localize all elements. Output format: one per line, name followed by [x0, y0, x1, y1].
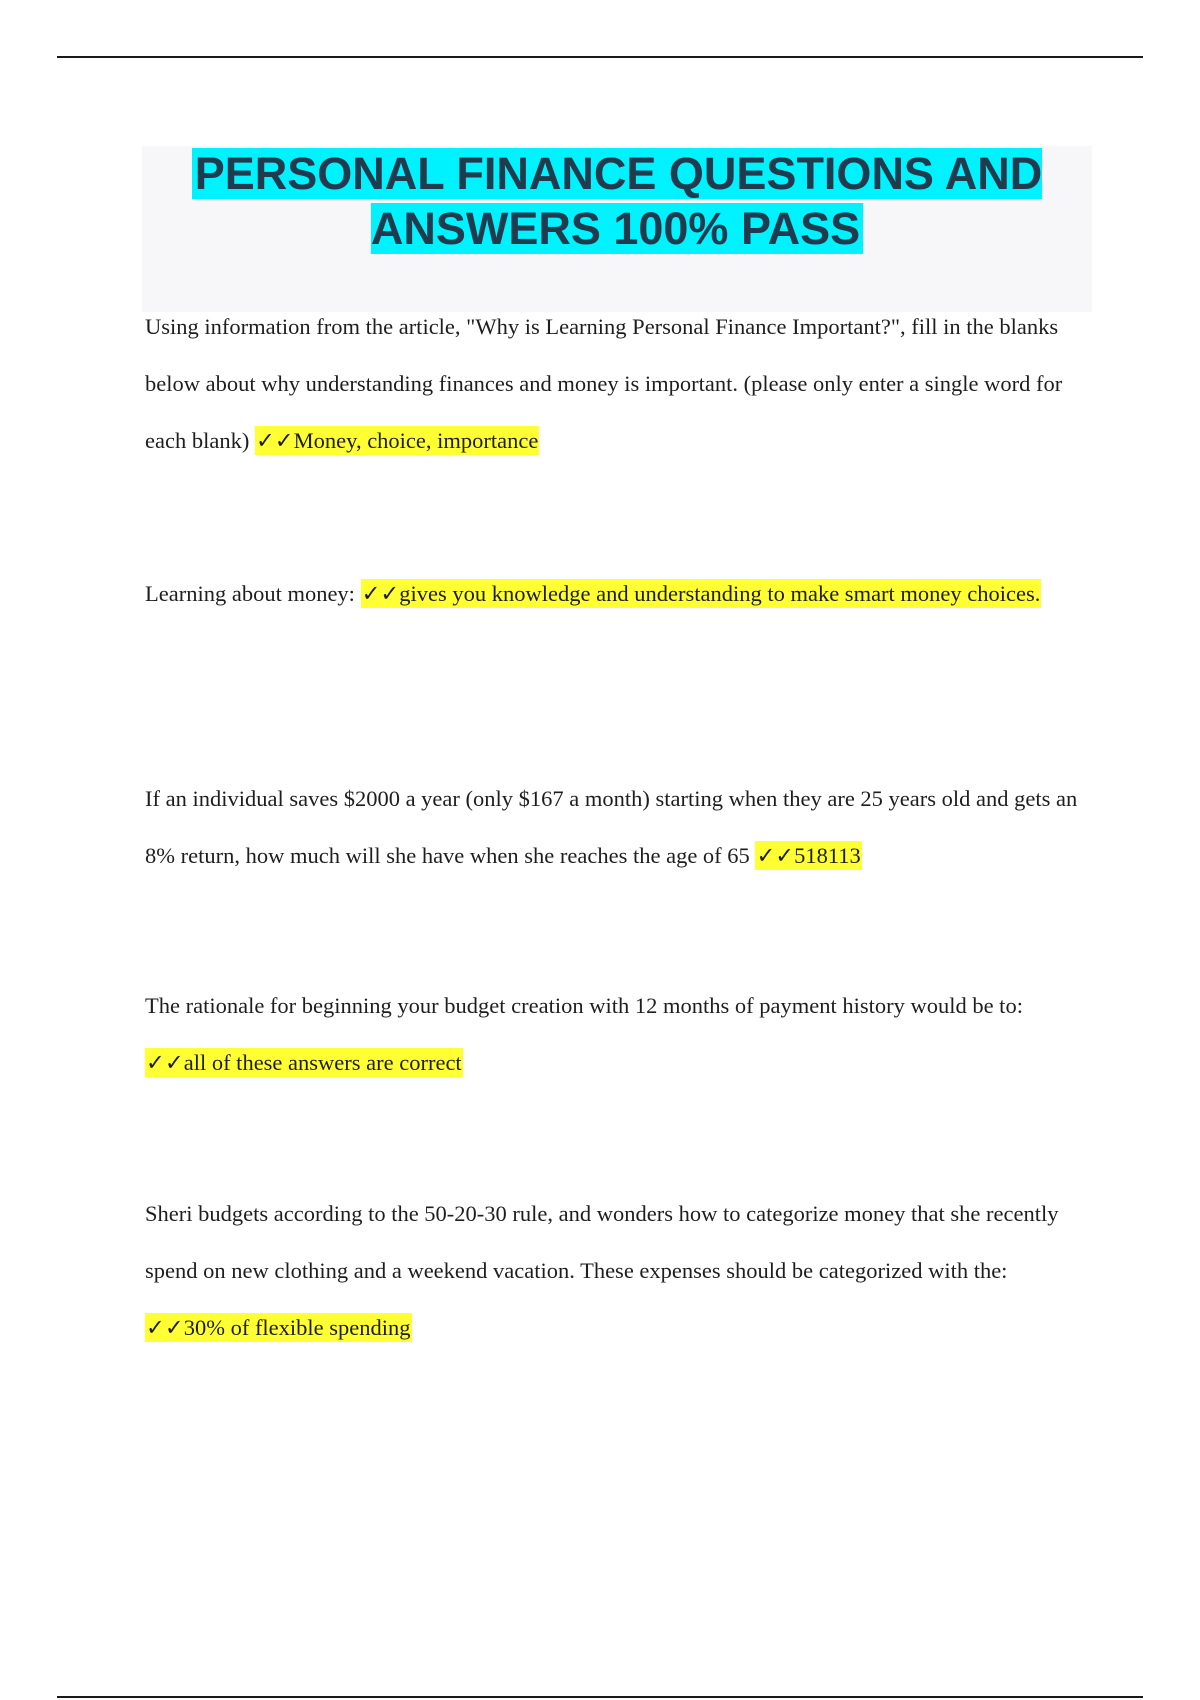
- qa-item-4: [145, 977, 1085, 1091]
- qa-item-5: [145, 1185, 1085, 1356]
- bottom-rule: [57, 1696, 1143, 1698]
- answer-highlight: ✓✓518113: [756, 843, 861, 868]
- question-text: The rationale for beginning your budget creation with 12 months of payment history would be to:: [145, 993, 1023, 1018]
- answer-highlight: ✓✓30% of flexible spending: [146, 1315, 411, 1340]
- document-title: PERSONAL FINANCE QUESTIONS AND ANSWERS 100% PASS: [142, 146, 1092, 256]
- title-block: [142, 146, 1092, 312]
- qa-item-3: [145, 770, 1085, 884]
- answer-highlight: ✓✓Money, choice, importance: [255, 428, 539, 453]
- answer-highlight: ✓✓gives you knowledge and understanding to make smart money choices.: [361, 581, 1041, 606]
- question-text: If an individual saves $2000 a year (only $167 a month) starting when they are 25 years old and gets an 8% return, how much will she have when she reaches the age of 65: [145, 786, 1078, 868]
- question-text: Learning about money:: [145, 581, 361, 606]
- top-rule: [57, 56, 1143, 58]
- answer-highlight: ✓✓all of these answers are correct: [146, 1050, 462, 1075]
- qa-item-2: [145, 565, 1085, 622]
- question-text: Sheri budgets according to the 50-20-30 rule, and wonders how to categorize money that she recently spend on new clothing and a weekend vacation. These expenses should be categorized with the:: [145, 1201, 1059, 1283]
- question-text: Using information from the article, "Why is Learning Personal Finance Important?", fill in the blanks below about why understanding finances and money is important. (please only enter a single word for each blank): [145, 314, 1063, 453]
- qa-item-1: [145, 298, 1085, 469]
